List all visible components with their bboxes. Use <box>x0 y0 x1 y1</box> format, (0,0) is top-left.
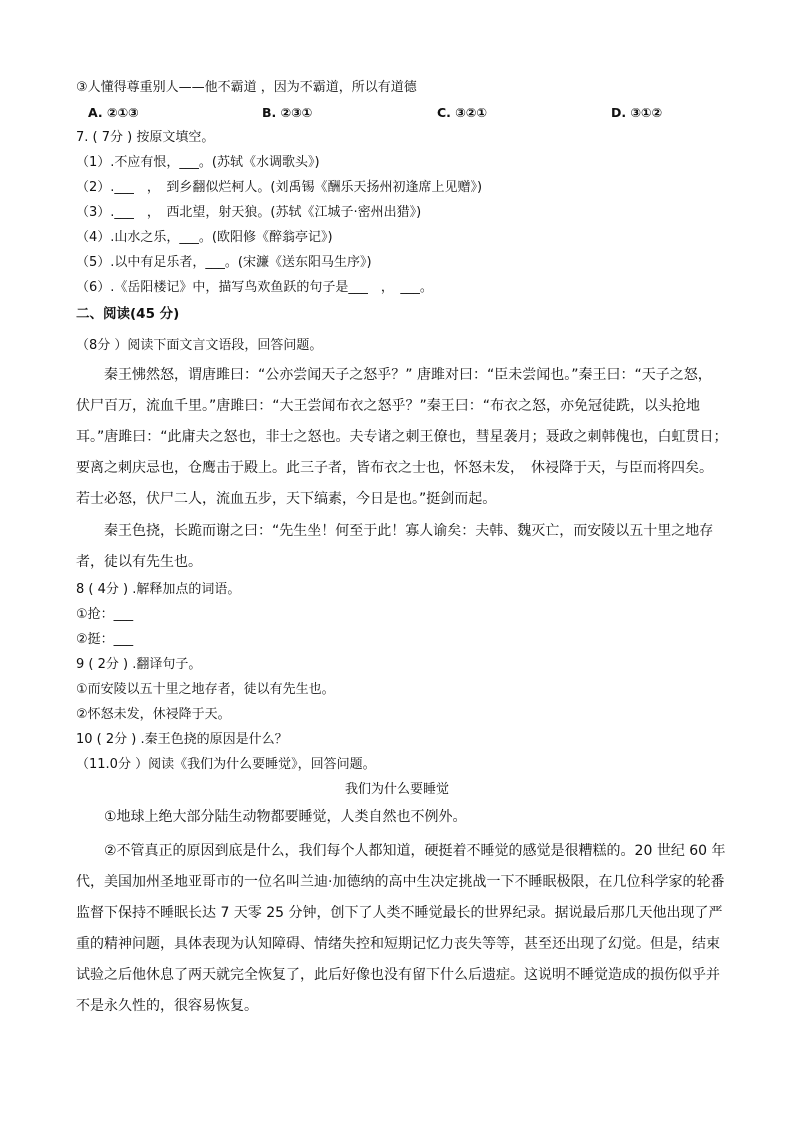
q9-item-1: ①而安陵以五十里之地存者，徒以有先生也。 <box>76 682 335 697</box>
q7-item-5: （5）.以中有足乐者，___。(宋濂《送东阳马生序》) <box>76 255 372 270</box>
passage-2-line: 不是永久性的，很容易恢复。 <box>76 998 258 1014</box>
passage-1-line: 者，徒以有先生也。 <box>76 554 202 570</box>
q6-option-a: A. ②①③ <box>88 105 139 120</box>
q7-item-6: （6）.《岳阳楼记》中，描写鸟欢鱼跃的句子是___ ， ___。 <box>76 280 433 295</box>
q8-item-2: ②挺：___ <box>76 632 134 647</box>
q9-title: 9 ( 2分 ) .翻译句子。 <box>76 657 202 672</box>
q7-item-1: （1）.不应有恨，___。(苏轼《水调歌头》) <box>76 155 320 170</box>
passage-1-line: 秦王色挠，长跪而谢之曰：“先生坐！何至于此！寡人谕矣：夫韩、魏灭亡，而安陵以五十里之地存 <box>76 523 714 539</box>
passage-1-line: 若士必怒，伏尸二人，流血五步，天下缟素，今日是也。”挺剑而起。 <box>76 491 497 507</box>
passage-2-line: ①地球上绝大部分陆生动物都要睡觉，人类自然也不例外。 <box>76 809 467 825</box>
q10-title: 10 ( 2分 ) .秦王色挠的原因是什么？ <box>76 732 288 747</box>
passage-2-title: 我们为什么要睡觉 <box>344 782 449 797</box>
q7-item-4: （4）.山水之乐，___。(欧阳修《醉翁亭记》) <box>76 230 333 245</box>
passage-2-line: 重的精神问题，具体表现为认知障碍、情绪失控和短期记忆力丧失等等，甚至还出现了幻觉。但是，结束 <box>76 936 720 952</box>
passage-2-line: 试验之后他休息了两天就完全恢复了，此后好像也没有留下什么后遗症。这说明不睡觉造成的损伤似乎并 <box>76 967 720 983</box>
q7-title: 7. ( 7分 ) 按原文填空。 <box>76 130 215 145</box>
q9-item-2: ②怀怒未发，休祲降于天。 <box>76 707 231 722</box>
passage-2-line: 代，美国加州圣地亚哥市的一位名叫兰迪·加德纳的高中生决定挑战一下不睡眠极限，在几位科学家的轮番 <box>76 874 725 890</box>
q6-option-d: D. ③①② <box>611 105 663 120</box>
passage-1-line: 秦王怫然怒，谓唐雎曰：“公亦尝闻天子之怒乎？” 唐雎对曰：“臣未尝闻也。”秦王曰：“天子之怒， <box>76 367 712 383</box>
q8-item-1: ①抢：___ <box>76 607 134 622</box>
passage-2-intro: （11.0分 ）阅读《我们为什么要睡觉》，回答问题。 <box>76 757 376 772</box>
passage-2-line: ②不管真正的原因到底是什么，我们每个人都知道，硬挺着不睡觉的感觉是很糟糕的。20 世纪 60 年 <box>76 843 726 859</box>
passage-1-line: 伏尸百万，流血千里。”唐雎曰：“大王尝闻布衣之怒乎？”秦王曰：“布衣之怒，亦免冠徒跣，以头抢地 <box>76 398 701 414</box>
passage-2-line: 监督下保持不睡眠长达 7 天零 25 分钟，创下了人类不睡觉最长的世界纪录。据说最后那几天他出现了严 <box>76 905 723 921</box>
passage-1-line: 要离之刺庆忌也，仓鹰击于殿上。此三子者，皆布衣之士也，怀怒未发， 休祲降于天，与臣而将四矣。 <box>76 460 713 476</box>
passage-1-line: 耳。”唐雎曰：“此庸夫之怒也，非士之怒也。夫专诸之刺王僚也，彗星袭月；聂政之刺韩傀也，白虹贯日； <box>76 429 728 445</box>
section-2-title: 二、阅读(45 分) <box>76 306 180 322</box>
q6-option-b: B. ②③① <box>262 105 313 120</box>
q8-title: 8 ( 4分 ) .解释加点的词语。 <box>76 582 241 597</box>
passage-1-intro: （8分 ）阅读下面文言文语段，回答问题。 <box>76 338 323 353</box>
q7-item-3: （3）.___ ， 西北望，射天狼。(苏轼《江城子·密州出猎》) <box>76 205 422 220</box>
q6-item-3: ③人懂得尊重别人——他不霸道 ，因为不霸道，所以有道德 <box>76 80 417 95</box>
q7-item-2: （2）.___ ， 到乡翻似烂柯人。(刘禹锡《酬乐天扬州初逢席上见赠》) <box>76 180 483 195</box>
q6-option-c: C. ③②① <box>437 105 488 120</box>
